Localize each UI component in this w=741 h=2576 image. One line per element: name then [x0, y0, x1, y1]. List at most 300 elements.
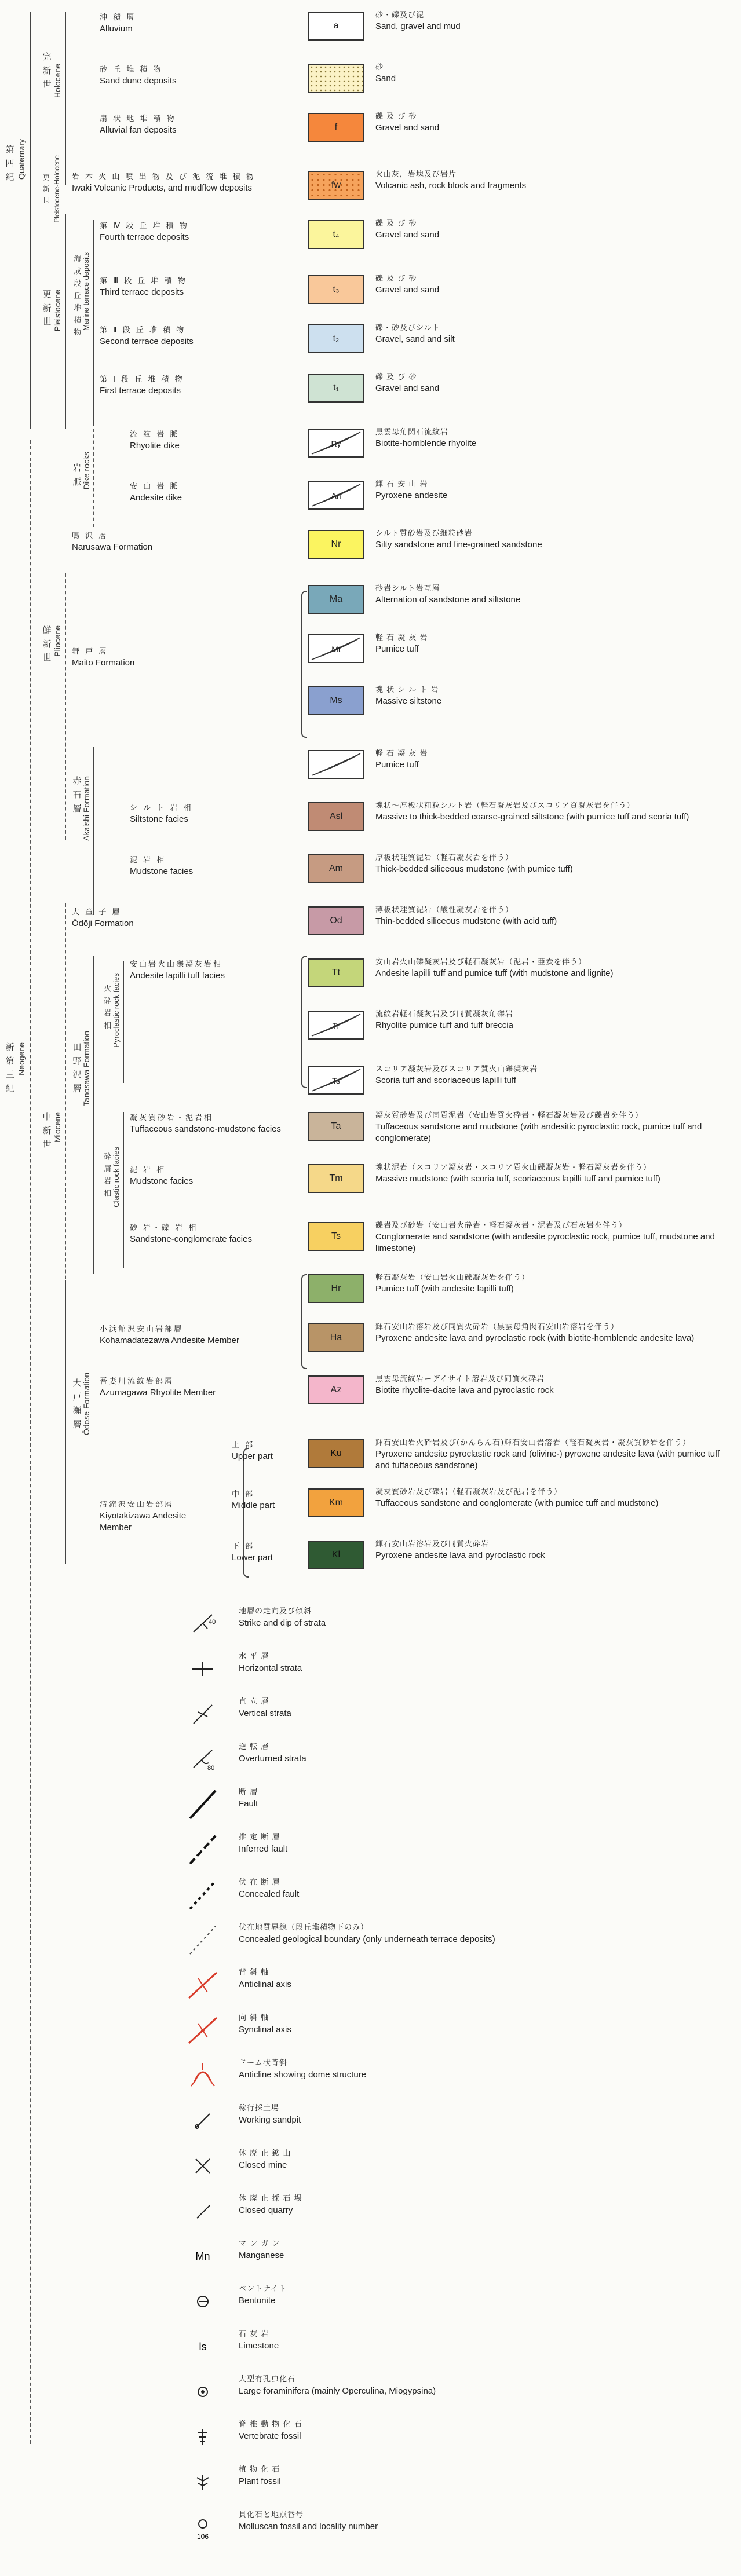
- symbol-row-mollusc: [174, 2508, 695, 2548]
- unit-code: Ta: [331, 1121, 341, 1131]
- symbol-label-jp: 脊 椎 動 物 化 石: [239, 2420, 302, 2429]
- symbol-row-overturned: [174, 1740, 695, 1780]
- unit-description: [375, 1273, 735, 1295]
- closed-mine-icon: [185, 2149, 220, 2183]
- marine-terrace-line: [93, 220, 94, 426]
- symbol-label: [239, 1787, 258, 1810]
- unit-code: a: [333, 21, 339, 31]
- locality-number: 106: [196, 2533, 209, 2541]
- unit-name-jp: 第 Ⅳ 段 丘 堆 積 物: [100, 222, 189, 230]
- unit-name-en: Third terrace deposits: [100, 287, 184, 297]
- unit-name-en: Mudstone facies: [130, 866, 194, 876]
- symbol-label-en: Plant fossil: [239, 2476, 281, 2487]
- unit-swatch: [308, 429, 364, 458]
- unit-swatch: [308, 12, 364, 41]
- unit-desc-jp: 礫 及 び 砂: [375, 219, 417, 228]
- symbol-label: [239, 1832, 287, 1855]
- unit-swatch: [308, 958, 364, 987]
- unit-description: [375, 584, 735, 606]
- dike-en-label: Dike rocks: [82, 452, 91, 490]
- akaishi-jp-label: 赤 石 層: [71, 776, 82, 814]
- symbol-label-en: Synclinal axis: [239, 2025, 291, 2035]
- unit-desc-en: Gravel and sand: [375, 383, 440, 393]
- unit-code: Hr: [331, 1283, 341, 1293]
- unit-desc-jp: 黒雲母流紋岩ーデイサイト溶岩及び同質火砕岩: [375, 1375, 545, 1384]
- unit-desc-jp: 黒雲母角閃石流紋岩: [375, 428, 449, 437]
- akaishi-en-label: Akaishi Formation: [82, 776, 91, 841]
- symbol-label-jp: 推 定 断 層: [239, 1833, 280, 1842]
- unit-desc-jp: 凝灰質砂岩及び礫岩（軽石凝灰岩及び泥岩を伴う）: [375, 1488, 563, 1496]
- bentonite-icon: [185, 2284, 220, 2319]
- quaternary-line: [30, 12, 31, 429]
- unit-name-en: Middle part: [232, 1500, 275, 1510]
- clastic-jp-label: 砕 屑 岩 相: [102, 1152, 111, 1198]
- unit-name-jp: 扇 状 地 堆 積 物: [100, 115, 176, 123]
- text-icon: [185, 2329, 220, 2364]
- unit-desc-jp: 輝石安山岩溶岩及び同質火砕岩（黒雲母角閃石安山岩溶岩を伴う）: [375, 1323, 619, 1331]
- unit-name-en: Fourth terrace deposits: [100, 232, 189, 242]
- odose-line: [65, 1280, 66, 1564]
- symbol-row-horizontal: [174, 1649, 695, 1690]
- odose-jp-label: 大 戸 瀬 層: [71, 1378, 82, 1430]
- pyro-line: [123, 961, 124, 1083]
- symbol-label: [239, 2194, 302, 2216]
- unit-name: [130, 1113, 281, 1135]
- unit-code: t₄: [333, 229, 340, 239]
- unit-description: [375, 1374, 735, 1396]
- symbol-row-vertical: [174, 1695, 695, 1735]
- symbol-row-fault: [174, 1785, 695, 1825]
- unit-code: Ma: [329, 594, 343, 604]
- unit-desc-en: Massive mudstone (with scoria tuff, scoriaceous lapilli tuff and pumice tuff): [375, 1173, 660, 1184]
- unit-desc-en: Sand: [375, 73, 396, 83]
- unit-swatch: [308, 585, 364, 614]
- unit-name-jp: 第 Ⅱ 段 丘 堆 積 物: [100, 326, 186, 335]
- unit-desc-jp: 輝 石 安 山 岩: [375, 480, 428, 489]
- unit-code: Nr: [331, 539, 341, 549]
- unit-desc-jp: 薄板状珪質泥岩（酸性凝灰岩を伴う）: [375, 906, 514, 914]
- unit-name-en: Mudstone facies: [130, 1176, 194, 1186]
- unit-desc-jp: 塊状泥岩（スコリア凝灰岩・スコリア質火山礫凝灰岩・軽石凝灰岩を伴う）: [375, 1163, 652, 1172]
- unit-name: [232, 1542, 273, 1564]
- unit-desc-en: Pumice tuff: [375, 759, 419, 770]
- inferred-fault-icon: [185, 1832, 220, 1867]
- unit-name: [100, 65, 177, 87]
- marine-terrace-en-label: Marine terrace deposits: [82, 252, 90, 331]
- unit-desc-jp: シルト質砂岩及び細粒砂岩: [375, 529, 473, 538]
- unit-swatch: [308, 802, 364, 831]
- unit-swatch: [308, 481, 364, 510]
- unit-desc-en: Pumice tuff (with andesite lapilli tuff): [375, 1283, 514, 1294]
- unit-desc-jp: 凝灰質砂岩及び同質泥岩（安山岩質火砕岩・軽石凝灰岩及び礫岩を伴う）: [375, 1111, 644, 1120]
- clastic-line: [123, 1112, 124, 1268]
- unit-swatch: [308, 1439, 364, 1468]
- dike-dash: [93, 429, 94, 527]
- unit-name-jp: 砂 岩・礫 岩 相: [130, 1224, 198, 1232]
- symbol-row-text: [174, 2237, 695, 2277]
- unit-desc-jp: 軽 石 凝 灰 岩: [375, 634, 428, 642]
- anticline-icon: [185, 1968, 220, 2003]
- symbol-row-syncline: [174, 2011, 695, 2051]
- unit-name-jp: 砂 丘 堆 積 物: [100, 65, 163, 74]
- unit-code: Km: [329, 1498, 343, 1507]
- unit-name-jp: 小浜館沢安山岩部層: [100, 1325, 184, 1334]
- unit-swatch: [308, 1541, 364, 1569]
- unit-desc-en: Pyroxene andesite: [375, 490, 448, 500]
- pliocene-dash: [65, 573, 66, 840]
- symbol-label-en: Manganese: [239, 2251, 284, 2261]
- unit-swatch: [308, 171, 364, 200]
- symbol-row-concealed-boundary: [174, 1920, 695, 1961]
- symbol-label-en: Concealed geological boundary (only underneath terrace deposits): [239, 1934, 495, 1945]
- unit-swatch: [308, 530, 364, 559]
- unit-desc-jp: 礫 及 び 砂: [375, 275, 417, 283]
- symbol-label-jp: 大型有孔虫化石: [239, 2375, 296, 2384]
- unit-name-jp: 凝灰質砂岩・泥岩相: [130, 1114, 214, 1122]
- unit-desc-en: Andesite lapilli tuff and pumice tuff (with mudstone and lignite): [375, 968, 614, 978]
- unit-name-jp: 大 童 子 層: [72, 908, 122, 917]
- dip-value: 40: [209, 1619, 216, 1626]
- unit-desc-jp: 砂岩シルト岩互層: [375, 584, 440, 593]
- quaternary-en-label: Quaternary: [17, 139, 26, 180]
- unit-name-jp: 下 部: [232, 1542, 255, 1551]
- unit-name-en: Siltstone facies: [130, 814, 188, 824]
- unit-name: [232, 1440, 273, 1462]
- quaternary-jp-label: 第 四 紀: [4, 145, 15, 182]
- plio-holo-jp-label: 更 新 世: [42, 174, 50, 205]
- symbol-label-jp: 向 斜 軸: [239, 2014, 269, 2022]
- unit-description: [375, 219, 735, 241]
- kiyotakizawa-en1: Kiyotakizawa Andesite: [100, 1510, 187, 1521]
- marine-terrace-jp-label: 海 成 段 丘 堆 積 物: [72, 255, 81, 337]
- unit-desc-en: Pumice tuff: [375, 643, 419, 654]
- unit-description: [375, 633, 735, 655]
- unit-name-jp: 安 山 岩 脈: [130, 482, 180, 491]
- unit-swatch: [308, 906, 364, 935]
- unit-swatch: [308, 374, 364, 402]
- akaishi-line: [93, 747, 94, 915]
- symbol-label-en: Large foraminifera (mainly Operculina, Miogypsina): [239, 2386, 436, 2396]
- unit-name-en: Rhyolite dike: [130, 440, 180, 451]
- unit-desc-en: Tuffaceous sandstone and mudstone (with andesitic pyroclastic rock, pumice tuff and conglomerate): [375, 1121, 702, 1143]
- plio-holo-en-label: Pleistocene-Holocene: [53, 155, 61, 223]
- symbol-label-en: Limestone: [239, 2341, 279, 2351]
- maito-bracket: [301, 591, 307, 738]
- unit-description: [375, 112, 735, 134]
- unit-name-jp: 第 Ⅲ 段 丘 堆 積 物: [100, 277, 187, 286]
- unit-desc-en: Sand, gravel and mud: [375, 21, 461, 31]
- unit-code: Kl: [331, 1550, 341, 1560]
- symbol-label-en: Anticlinal axis: [239, 1979, 291, 1990]
- tanosawa-jp-label: 田 野 沢 層: [71, 1042, 82, 1094]
- holocene-jp-label: 完 新 世: [41, 52, 52, 90]
- symbol-label-jp: 貝化石と地点番号: [239, 2511, 304, 2519]
- concealed-fault-icon: [185, 1878, 220, 1912]
- unit-name-jp: 吾妻川流紋岩部層: [100, 1377, 174, 1386]
- unit-name-en: Sand dune deposits: [100, 75, 177, 86]
- unit-name: [130, 960, 225, 982]
- tanosawa-en-label: Tanosawa Formation: [82, 1031, 91, 1106]
- symbol-label-en: Closed mine: [239, 2160, 287, 2171]
- unit-description: [375, 957, 735, 979]
- unit-swatch: [308, 64, 364, 93]
- pyro-bracket: [301, 956, 307, 1088]
- symbol-row-inferred-fault: [174, 1830, 695, 1871]
- pleistocene-line: [65, 214, 66, 429]
- unit-swatch: [308, 324, 364, 353]
- unit-desc-jp: 輝石安山岩溶岩及び同質火砕岩: [375, 1540, 490, 1549]
- unit-name: [72, 172, 255, 194]
- symbol-label-jp: 地層の走向及び傾斜: [239, 1607, 312, 1616]
- sandpit-icon: [185, 2103, 220, 2138]
- unit-code: Ha: [330, 1333, 342, 1342]
- unit-desc-en: Pyroxene andesite lava and pyroclastic rock: [375, 1550, 545, 1560]
- unit-name-jp: 安山岩火山礫凝灰岩相: [130, 960, 223, 969]
- symbol-label: [239, 1652, 302, 1674]
- unit-name-jp: 岩 木 火 山 噴 出 物 及 び 泥 流 堆 積 物: [72, 173, 255, 181]
- unit-swatch: [308, 1112, 364, 1141]
- unit-name-en: Tuffaceous sandstone-mudstone facies: [130, 1124, 281, 1134]
- symbol-label: [239, 2465, 281, 2487]
- unit-desc-en: Massive siltstone: [375, 696, 442, 706]
- pyro-jp-label: 火 砕 岩 相: [102, 985, 111, 1030]
- symbol-row-dome: [174, 2056, 695, 2096]
- unit-name: [100, 13, 136, 35]
- unit-description: [375, 1221, 735, 1254]
- unit-desc-jp: 流紋岩軽石凝灰岩及び同質凝灰角礫岩: [375, 1010, 514, 1019]
- unit-description: [375, 10, 735, 32]
- unit-swatch: [308, 1164, 364, 1193]
- symbol-row-foram: [174, 2372, 695, 2413]
- unit-desc-en: Biotite-hornblende rhyolite: [375, 438, 477, 448]
- unit-description: [375, 1438, 735, 1472]
- unit-desc-jp: 輝石安山岩火砕岩及び(かんらん石)輝石安山岩溶岩（軽石凝灰岩・凝灰質砂岩を伴う）: [375, 1439, 691, 1447]
- unit-desc-jp: 塊状～厚板状粗粒シルト岩（軽石凝灰岩及びスコリア質凝灰岩を伴う）: [375, 802, 635, 810]
- unit-description: [375, 685, 735, 707]
- unit-name: [72, 908, 134, 930]
- unit-name-en: Maito Formation: [72, 657, 135, 668]
- symbol-label: [239, 2284, 287, 2307]
- symbol-label-en: Working sandpit: [239, 2115, 301, 2125]
- fault-icon: [185, 1787, 220, 1822]
- syncline-icon: [185, 2013, 220, 2048]
- unit-description: [375, 1322, 735, 1344]
- unit-desc-en: Gravel and sand: [375, 122, 440, 133]
- kiyotakizawa-en2: Member: [100, 1522, 132, 1532]
- symbol-label-en: Bentonite: [239, 2296, 276, 2306]
- symbol-label: [239, 2420, 302, 2442]
- unit-desc-jp: 軽 石 凝 灰 岩: [375, 749, 428, 758]
- unit-description: [375, 323, 735, 345]
- unit-code: Mt: [331, 645, 341, 654]
- unit-name: [100, 1377, 216, 1399]
- unit-swatch: [308, 686, 364, 715]
- unit-swatch: [308, 113, 364, 142]
- unit-name-en: Narusawa Formation: [72, 541, 153, 552]
- symbol-label-jp: 直 立 層: [239, 1697, 269, 1706]
- unit-name: [72, 531, 152, 553]
- holocene-line: [65, 12, 66, 185]
- unit-desc-en: Pyroxene andesite lava and pyroclastic rock (with biotite-hornblende andesite lava): [375, 1333, 695, 1343]
- symbol-label-jp: 伏 在 断 層: [239, 1878, 280, 1887]
- symbol-row-sandpit: [174, 2101, 695, 2142]
- unit-name: [72, 647, 134, 669]
- unit-code: Ry: [331, 439, 341, 448]
- unit-swatch: [308, 750, 364, 779]
- unit-desc-en: Rhyolite pumice tuff and tuff breccia: [375, 1020, 513, 1030]
- unit-description: [375, 1487, 735, 1509]
- symbol-label-en: Closed quarry: [239, 2205, 293, 2216]
- unit-desc-jp: 礫 及 び 砂: [375, 373, 417, 382]
- symbol-label-jp: 休 廃 止 採 石 場: [239, 2194, 302, 2203]
- symbol-label-jp: 休 廃 止 鉱 山: [239, 2149, 291, 2158]
- pliocene-jp-label: 鮮 新 世: [41, 625, 52, 663]
- unit-desc-en: Thin-bedded siliceous mudstone (with acid tuff): [375, 916, 557, 926]
- unit-name-en: Iwaki Volcanic Products, and mudflow deposits: [72, 182, 252, 193]
- unit-code: t₂: [333, 334, 340, 343]
- symbol-label: [239, 1742, 306, 1765]
- unit-name-en: Azumagawa Rhyolite Member: [100, 1387, 216, 1397]
- unit-name-en: Kohamadatezawa Andesite Member: [100, 1335, 239, 1345]
- symbol-label: [239, 2239, 284, 2262]
- unit-name: [130, 803, 193, 825]
- unit-name-jp: 鳴 沢 層: [72, 532, 108, 540]
- unit-code: Od: [330, 916, 342, 925]
- unit-description: [375, 63, 735, 85]
- unit-swatch: [308, 220, 364, 249]
- unit-desc-en: Massive to thick-bedded coarse-grained siltstone (with pumice tuff and scoria tuff): [375, 811, 689, 822]
- unit-name: [100, 114, 177, 136]
- unit-desc-en: Thick-bedded siliceous mudstone (with pumice tuff): [375, 863, 573, 874]
- unit-name: [100, 325, 194, 347]
- unit-desc-en: Tuffaceous sandstone and conglomerate (with pumice tuff and mudstone): [375, 1498, 659, 1508]
- unit-name: [100, 1324, 239, 1346]
- unit-name-en: First terrace deposits: [100, 385, 181, 396]
- symbol-label: [239, 2103, 301, 2126]
- dip-value: 80: [207, 1765, 215, 1772]
- unit-name: [130, 482, 182, 504]
- unit-name-jp: 泥 岩 相: [130, 856, 166, 865]
- symbol-label-en: Inferred fault: [239, 1844, 288, 1854]
- unit-desc-jp: 火山灰，岩塊及び岩片: [375, 170, 457, 179]
- unit-desc-en: Pyroxene andesite pyroclastic rock and (olivine-) pyroxene andesite lava (with pumice tuff and tuffaceous sandstone): [375, 1448, 720, 1470]
- symbol-label: [239, 2510, 378, 2533]
- unit-name-jp: 泥 岩 相: [130, 1166, 166, 1174]
- symbol-label-en: Overturned strata: [239, 1754, 306, 1764]
- unit-desc-en: Biotite rhyolite-dacite lava and pyroclastic rock: [375, 1385, 554, 1395]
- symbol-label-jp: 石 灰 岩: [239, 2330, 269, 2339]
- unit-description: [375, 801, 735, 823]
- unit-name: [130, 1165, 193, 1187]
- symbol-label-en: Concealed fault: [239, 1889, 300, 1900]
- neogene-dash: [30, 440, 31, 2444]
- symbol-code: Mn: [195, 2251, 210, 2262]
- unit-desc-jp: 砂: [375, 63, 384, 72]
- symbol-row-vertebrate: [174, 2417, 695, 2458]
- unit-name-jp: 舞 戸 層: [72, 647, 108, 656]
- symbol-label: [239, 2013, 291, 2036]
- unit-swatch: [308, 854, 364, 883]
- unit-desc-jp: 礫岩及び砂岩（安山岩火砕岩・軽石凝灰岩・泥岩及び石灰岩を伴う）: [375, 1221, 627, 1230]
- unit-name-jp: シ ル ト 岩 相: [130, 804, 193, 813]
- unit-name-en: Andesite lapilli tuff facies: [130, 970, 225, 980]
- unit-name-en: Sandstone-conglomerate facies: [130, 1234, 252, 1244]
- text-icon: [185, 2239, 220, 2274]
- symbol-label: [239, 2374, 436, 2397]
- unit-desc-jp: 礫・砂及びシルト: [375, 324, 440, 332]
- strike-dip-icon: [185, 1607, 220, 1641]
- unit-name-jp: 流 紋 岩 脈: [130, 430, 180, 439]
- unit-swatch: [308, 1274, 364, 1303]
- unit-swatch: [308, 1488, 364, 1517]
- closed-quarry-icon: [185, 2194, 220, 2229]
- overturned-icon: [185, 1742, 220, 1777]
- symbol-label: [239, 1878, 299, 1900]
- unit-name-en: Andesite dike: [130, 492, 182, 503]
- unit-desc-en: Gravel, sand and silt: [375, 334, 455, 344]
- symbol-row-plant: [174, 2462, 695, 2503]
- unit-desc-en: Volcanic ash, rock block and fragments: [375, 180, 527, 191]
- symbol-label: [239, 1923, 495, 1945]
- pleistocene-en-label: Pleistocene: [53, 290, 62, 332]
- unit-code: Az: [330, 1385, 342, 1395]
- symbol-row-text: [174, 2327, 695, 2368]
- unit-name: [100, 221, 189, 243]
- unit-description: [375, 1111, 735, 1144]
- unit-name: [100, 276, 187, 298]
- unit-desc-en: Conglomerate and sandstone (with andesite pyroclastic rock, pumice tuff, mudstone and limestone): [375, 1231, 715, 1253]
- symbol-row-closed-mine: [174, 2146, 695, 2187]
- unit-name: [232, 1490, 275, 1512]
- symbol-row-closed-quarry: [174, 2191, 695, 2232]
- vertebrate-icon: [185, 2420, 220, 2454]
- clastic-en-label: Clastic rock facies: [112, 1147, 121, 1208]
- unit-desc-jp: 軽石凝灰岩（安山岩火山礫凝灰岩を伴う）: [375, 1274, 530, 1282]
- pliocene-en-label: Pliocene: [53, 625, 62, 657]
- unit-code: Asl: [329, 811, 343, 821]
- symbol-label-en: Anticline showing dome structure: [239, 2070, 367, 2080]
- symbol-row-bentonite: [174, 2282, 695, 2322]
- unit-name: [130, 430, 180, 452]
- dome-icon: [185, 2058, 220, 2093]
- mollusc-icon: [185, 2510, 220, 2545]
- neogene-en-label: Neogene: [17, 1042, 26, 1075]
- unit-code: Am: [329, 863, 343, 873]
- unit-desc-en: Gravel and sand: [375, 284, 440, 295]
- symbol-label: [239, 1607, 326, 1629]
- unit-name: [100, 375, 184, 397]
- symbol-label-en: Horizontal strata: [239, 1663, 302, 1674]
- horizontal-icon: [185, 1652, 220, 1686]
- symbol-label-en: Strike and dip of strata: [239, 1618, 326, 1629]
- unit-name-jp: 上 部: [232, 1441, 255, 1450]
- symbol-label-en: Vertical strata: [239, 1708, 291, 1719]
- unit-desc-jp: 厚板状珪質泥岩（軽石凝灰岩を伴う）: [375, 854, 514, 862]
- unit-desc-jp: 砂・礫及び泥: [375, 11, 425, 20]
- unit-swatch: [308, 634, 364, 663]
- plant-icon: [185, 2465, 220, 2500]
- unit-code: t₃: [333, 284, 340, 294]
- kiyotakizawa-label: [100, 1500, 186, 1534]
- unit-name-en: Upper part: [232, 1451, 273, 1461]
- unit-code: Ms: [330, 696, 342, 705]
- unit-code: Tr: [332, 1021, 340, 1030]
- odose-en-label: Ōdose Formation: [82, 1373, 91, 1436]
- unit-description: [375, 749, 735, 771]
- unit-code: Tm: [329, 1173, 343, 1183]
- vertical-icon: [185, 1697, 220, 1732]
- unit-name-en: Ōdōji Formation: [72, 918, 134, 928]
